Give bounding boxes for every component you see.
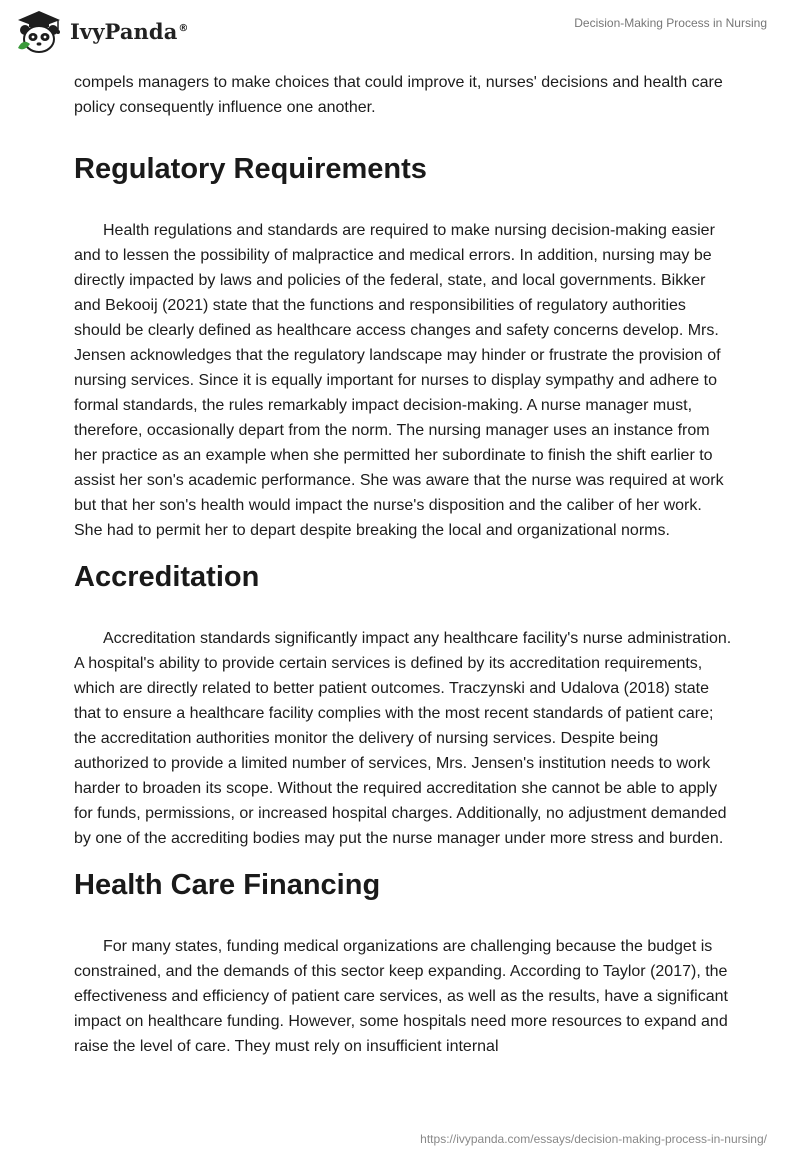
panda-graduate-icon: [14, 8, 64, 54]
paragraph-regulatory-requirements: Health regulations and standards are required to make nursing decision-making easier and to lessen the possibility of malpractice and medical errors. In addition, nursing may be directly impacted by laws and policies of the federal, state, and local governments. Bikker and Bekooij (2021) state that the functions and responsibilities of regulatory authorities should be clearly defined as healthcare access changes and safety concerns develop. Mrs. Jensen acknowledges that the regulatory landscape may hinder or frustrate the provision of nursing services. Since it is equally important for nurses to display sympathy and adhere to formal standards, the rules remarkably impact decision-making. A nurse manager must, therefore, occasionally depart from the norm. The nursing manager uses an instance from her practice as an example when she permitted her subordinate to finish the shift earlier to assist her son's academic performance. She was aware that the nurse was required at work but that her son's health would impact the nurse's disposition and the caliber of her work. She had to permit her to depart despite breaking the local and organizational norms.: [74, 222, 724, 539]
heading-regulatory-requirements: Regulatory Requirements: [74, 153, 427, 185]
source-url[interactable]: https://ivypanda.com/essays/decision-making-process-in-nursing/: [420, 1132, 767, 1146]
intro-paragraph: compels managers to make choices that could improve it, nurses' decisions and health care policy consequently influence one another.: [74, 74, 723, 116]
ivypanda-logo[interactable]: [14, 8, 189, 54]
document-title: Decision-Making Process in Nursing: [574, 16, 767, 30]
heading-health-care-financing: Health Care Financing: [74, 869, 381, 901]
article-body: [74, 70, 734, 1059]
page-header: [0, 0, 800, 62]
heading-accreditation: Accreditation: [74, 561, 260, 593]
paragraph-accreditation: Accreditation standards significantly impact any healthcare facility's nurse administration. A hospital's ability to provide certain services is defined by its accreditation requirements, which are directly related to better patient outcomes. Traczynski and Udalova (2018) state that to ensure a healthcare facility complies with the most recent standards of patient care; the accreditation authorities monitor the delivery of nursing services. Despite being authorized to provide a limited number of services, Mrs. Jensen's institution needs to work harder to broaden its scope. Without the required accreditation she cannot be able to apply for funds, permissions, or increased hospital charges. Additionally, no adjustment demanded by one of the accrediting bodies may put the nurse manager under more stress and burden.: [74, 630, 732, 847]
brand-name: IvyPanda®: [70, 18, 189, 44]
paragraph-health-care-financing: For many states, funding medical organizations are challenging because the budget is constrained, and the demands of this sector keep expanding. According to Taylor (2017), the effectiveness and efficiency of patient care services, as well as the results, have a significant impact on healthcare funding. However, some hospitals need more resources to expand and raise the level of care. They must rely on insufficient internal: [74, 938, 728, 1055]
